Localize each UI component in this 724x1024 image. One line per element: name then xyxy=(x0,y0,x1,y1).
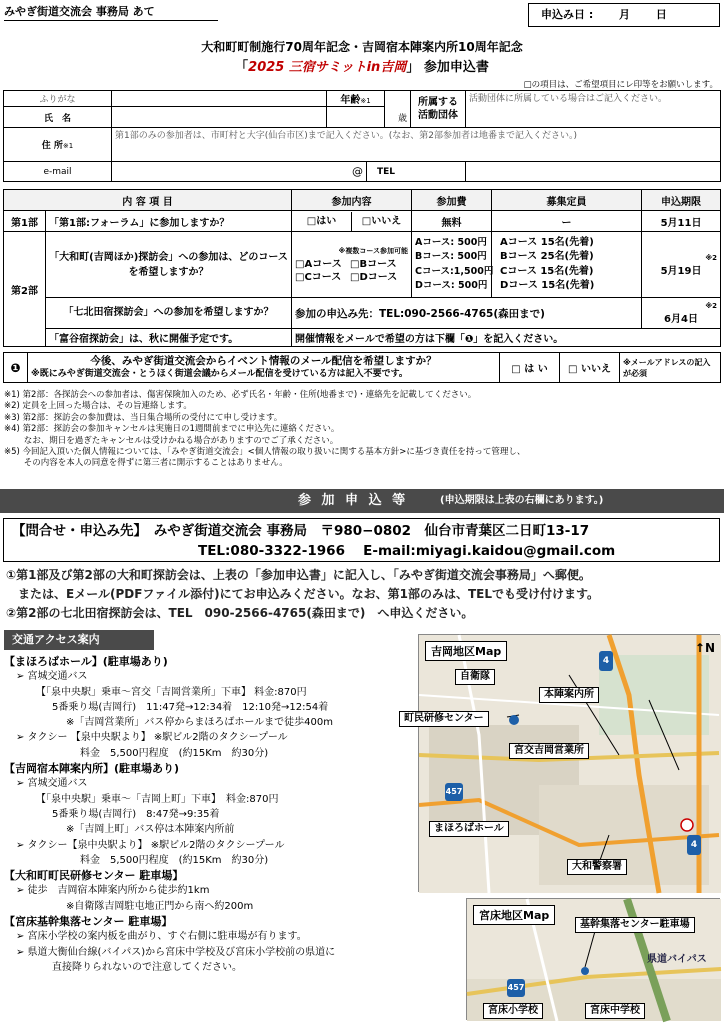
note-line: ※4) 第2部：探訪会の参加キャンセルは実施日の1週間前までに申込先に連絡ください。 xyxy=(4,424,340,435)
part1-capacity: ー xyxy=(492,211,642,232)
part1-fee: 無料 xyxy=(412,211,492,232)
yoshioka-map-title: 吉岡地区Map xyxy=(425,641,507,661)
part2-course-item: 「大和町(吉岡ほか)探訪会」への参加は、どのコースを希望しますか？ xyxy=(46,232,292,298)
access-line: 【「泉中央駅」乗車〜「吉岡上町」下車】 料金:870円 xyxy=(36,793,279,805)
tomiya-item: 「富谷宿探訪会」は、秋に開催予定です。 xyxy=(46,329,292,347)
part1-deadline: 5月11日 xyxy=(642,211,721,232)
map-label-jieitai: 自衛隊 xyxy=(455,669,495,685)
access-line: ➢ 宮城交通バス xyxy=(16,671,88,683)
option-no-checkbox[interactable]: □ いいえ xyxy=(560,353,620,383)
access-line: ➢ 県道大衡仙台線(バイパス)から宮床中学校及び宮床小学校前の県道に xyxy=(16,946,336,958)
map-label-police: 大和警察署 xyxy=(567,859,627,875)
shichikita-deadline: ※2 6月4日 xyxy=(642,298,721,329)
capacity-c: Cコース 15名(先着) xyxy=(500,265,594,277)
header-content: 参加内容 xyxy=(292,190,412,211)
miyatoko-map-title: 宮床地区Map xyxy=(473,905,555,925)
fee-c: Cコース:1,500円 xyxy=(415,265,494,277)
access-section-title: 【大和町町民研修センター 駐車場】 xyxy=(4,869,184,883)
title-prefix: 「 xyxy=(235,60,249,75)
course-a-checkbox[interactable]: □Aコース xyxy=(295,259,342,270)
part2-fees xyxy=(412,232,492,298)
access-line: ※「吉岡上町」バス停は本陣案内所前 xyxy=(66,824,235,836)
access-section-title: 【宮床基幹集落センター 駐車場】 xyxy=(4,915,173,929)
furigana-label: ふりがな xyxy=(4,91,112,107)
age-value-field[interactable] xyxy=(327,107,385,128)
header-item: 内 容 項 目 xyxy=(4,190,292,211)
access-line: ➢ 宮床小学校の案内板を曲がり、すぐ右側に駐車場が有ります。 xyxy=(16,931,307,943)
route-457-icon: 457 xyxy=(445,783,463,801)
part2-deadline: ※2 5月19日 xyxy=(642,232,721,298)
note-line: なお、期日を過ぎたキャンセルは受けかねる場合がありますのでご了承ください。 xyxy=(4,435,339,446)
course-b-checkbox[interactable]: □Bコース xyxy=(350,259,397,270)
map-label-elem: 宮床小学校 xyxy=(483,1003,543,1019)
map-label-center: 基幹集落センター駐車場 xyxy=(575,917,695,933)
group-label: 所属する活動団体 xyxy=(411,91,466,128)
part2-capacities xyxy=(492,232,642,298)
access-line: ➢ 徒歩 吉岡宿本陣案内所から徒歩約1km xyxy=(16,885,210,897)
band-title: 参 加 申 込 等 xyxy=(298,493,409,508)
map-label-miyako: 宮交吉岡営業所 xyxy=(509,743,589,759)
map-label-jr: 宮床中学校 xyxy=(585,1003,645,1019)
map-label-bypass: 県道バイパス xyxy=(647,954,707,965)
checkbox-note: □の項目は、ご希望項目にレ印等をお願いします。 xyxy=(523,80,718,90)
header-deadline: 申込期限 xyxy=(642,190,721,211)
instruction-line: ①第1部及び第2部の大和町探訪会は、上表の「参加申込書」に記入し、「みやぎ街道交流会事務局」へ郵便。 xyxy=(6,568,591,582)
course-c-checkbox[interactable]: □Cコース xyxy=(295,272,342,283)
title-line1: 大和町町制施行70周年記念・吉岡宿本陣案内所10周年記念 xyxy=(201,40,523,54)
access-section-title: 【まほろばホール】(駐車場あり) xyxy=(4,655,168,668)
part2-courses xyxy=(292,232,412,298)
age-label: 年齢※1 xyxy=(327,91,385,107)
title-event-name: 2025 三宿サミットin吉岡 xyxy=(248,60,407,75)
fee-b: Bコース: 500円 xyxy=(415,251,487,262)
fee-a: Aコース: 500円 xyxy=(415,236,487,248)
contact-line1: 【問合せ・申込み先】 みやぎ街道交流会 事務局 〒980−0802 仙台市青葉区二日町13-17 xyxy=(12,523,590,539)
capacity-a: Aコース 15名(先着) xyxy=(500,236,594,248)
furigana-field[interactable] xyxy=(112,91,327,107)
option-email-note: ※メールアドレスの記入が必須 xyxy=(620,353,721,383)
access-heading: 交通アクセス案内 xyxy=(4,630,154,650)
capacity-b: Bコース 25名(先着) xyxy=(500,251,594,262)
notes-block xyxy=(4,390,720,470)
note-line: ※5) 今回記入頂いた個人情報については、「みやぎ街道交流会」<個人情報の取り扱いに関する基本方針>に基づき責任を持って管理し、 xyxy=(4,447,526,458)
access-line: ※「吉岡営業所」バス停からまほろばホールまで徒歩400m xyxy=(66,717,334,729)
email-option-table xyxy=(3,352,721,383)
access-line: 5番乗り場(吉岡行) 8:47発→9:35着 xyxy=(52,808,220,820)
capacity-d: Dコース 15名(先着) xyxy=(500,280,595,291)
access-line: ➢ タクシー【泉中央駅より】 ※駅ビル2階のタクシープール xyxy=(16,839,285,851)
shichikita-item: 「七北田宿探訪会」への参加を希望しますか？ xyxy=(46,298,292,329)
part1-yes-checkbox[interactable]: □はい xyxy=(292,212,352,231)
fee-d: Dコース: 500円 xyxy=(415,280,488,291)
instructions xyxy=(6,566,720,623)
address-label: 住 所※1 xyxy=(4,128,112,162)
instruction-line: または、Eメール(PDFファイル添付)にてお申込みください。なお、第1部のみは、TELでも受け付けます。 xyxy=(6,587,600,601)
personal-info-table xyxy=(3,90,721,182)
instruction-line: ②第2部の七北田宿探訪会は、TEL 090-2566-4765(森田まで) へ申込ください。 xyxy=(6,606,474,620)
header-fee: 参加費 xyxy=(412,190,492,211)
tel-field[interactable] xyxy=(466,162,721,182)
access-list xyxy=(4,654,414,975)
access-line: ➢ 宮城交通バス xyxy=(16,778,88,790)
age-field[interactable]: 歳 xyxy=(385,91,411,128)
header-capacity: 募集定員 xyxy=(492,190,642,211)
access-section-title: 【吉岡宿本陣案内所】(駐車場あり) xyxy=(4,762,180,776)
part1-label: 第1部 xyxy=(4,211,46,232)
shichikita-contact: 参加の申込み先：TEL:090-2566-4765(森田まで) xyxy=(292,298,642,329)
access-line: 料金 5,500円程度 (約15Km 約30分) xyxy=(80,854,269,866)
email-field[interactable]: @ xyxy=(112,162,367,182)
access-line: 【「泉中央駅」乗車〜宮交「吉岡営業所」下車】 料金:870円 xyxy=(36,686,307,698)
part2-label: 第2部 xyxy=(4,232,46,347)
access-line: ※自衛隊吉岡駐屯地正門から南へ約200m xyxy=(66,900,254,912)
access-line: ➢ タクシー 【泉中央駅より】 ※駅ビル2階のタクシープール xyxy=(16,732,288,744)
map-label-kenshu: 町民研修センター xyxy=(399,711,489,727)
route-4-icon: 4 xyxy=(599,651,613,671)
contact-line2[interactable]: TEL:080-3322-1966 E-mail:miyagi.kaidou@gmail.com xyxy=(198,543,616,559)
name-label: 氏 名 xyxy=(4,107,112,128)
program-table xyxy=(3,189,721,347)
map-label-mahoroba: まほろばホール xyxy=(429,821,509,837)
band-note: (申込期限は上表の右欄にあります。) xyxy=(440,495,604,506)
note-line: ※1) 第2部：各探訪会への参加者は、傷害保険加入のため、必ず氏名・年齢・住所(地番まで)・連絡先を記載してください。 xyxy=(4,390,477,400)
form-title xyxy=(0,56,724,75)
note-line: ※2) 定員を上回った場合は、その旨連絡します。 xyxy=(4,401,192,412)
part1-no-checkbox[interactable]: □いいえ xyxy=(361,215,402,227)
part1-item: 「第1部:フォーラム」に参加しますか？ xyxy=(46,211,292,232)
north-arrow-icon: ↑N xyxy=(694,641,715,655)
application-date-field[interactable]: 申込み日 : 月 日 xyxy=(528,3,720,27)
contact-box xyxy=(3,518,720,562)
option-question: 今後、みやぎ街道交流会からイベント情報のメール配信を希望しますか？ ※既にみやぎ街道交流会・とうほく街道会議からメール配信を受けている方は記入不要です。 xyxy=(28,353,500,383)
tel-label: TEL xyxy=(367,162,466,182)
route-4-icon: 4 xyxy=(687,835,701,855)
course-d-checkbox[interactable]: □Dコース xyxy=(350,272,398,283)
group-field[interactable]: 活動団体に所属している場合はご記入ください。 xyxy=(466,91,721,128)
part1-choice xyxy=(292,211,412,232)
email-label: e-mail xyxy=(4,162,112,182)
access-line: 5番乗り場(吉岡行) 11:47発→12:34着 12:10発→12:54着 xyxy=(52,701,329,713)
option-yes-checkbox[interactable]: □ は い xyxy=(500,353,560,383)
name-field[interactable] xyxy=(112,107,327,128)
access-line: 直接降りられないので注意してください。 xyxy=(52,961,242,973)
tomiya-info: 開催情報をメールで希望の方は下欄「❶」を記入ください。 xyxy=(292,329,721,347)
note-line: その内容を本人の同意を得ずに第三者に開示することはありません。 xyxy=(4,458,288,469)
address-field[interactable]: 第1部のみの参加者は、市町村と大字(仙台市区)まで記入ください。(なお、第2部参加者は地番まで記入ください。) xyxy=(112,128,721,162)
access-line: 料金 5,500円程度 (約15Km 約30分) xyxy=(80,747,269,759)
title-suffix: 」 参加申込書 xyxy=(406,60,489,75)
route-457-icon: 457 xyxy=(507,979,525,997)
note-line: ※3) 第2部：探訪会の参加費は、当日集合場所の受付にて申し受けます。 xyxy=(4,412,283,423)
multi-course-note: ※複数コース参加可能 xyxy=(338,247,409,255)
addressee: みやぎ街道交流会 事務局 あて xyxy=(4,4,218,21)
option-marker: ❶ xyxy=(4,353,28,383)
yoshioka-map xyxy=(404,634,720,892)
application-band xyxy=(0,489,724,513)
map-label-honjin: 本陣案内所 xyxy=(539,687,599,703)
miyatoko-map xyxy=(466,898,720,1020)
